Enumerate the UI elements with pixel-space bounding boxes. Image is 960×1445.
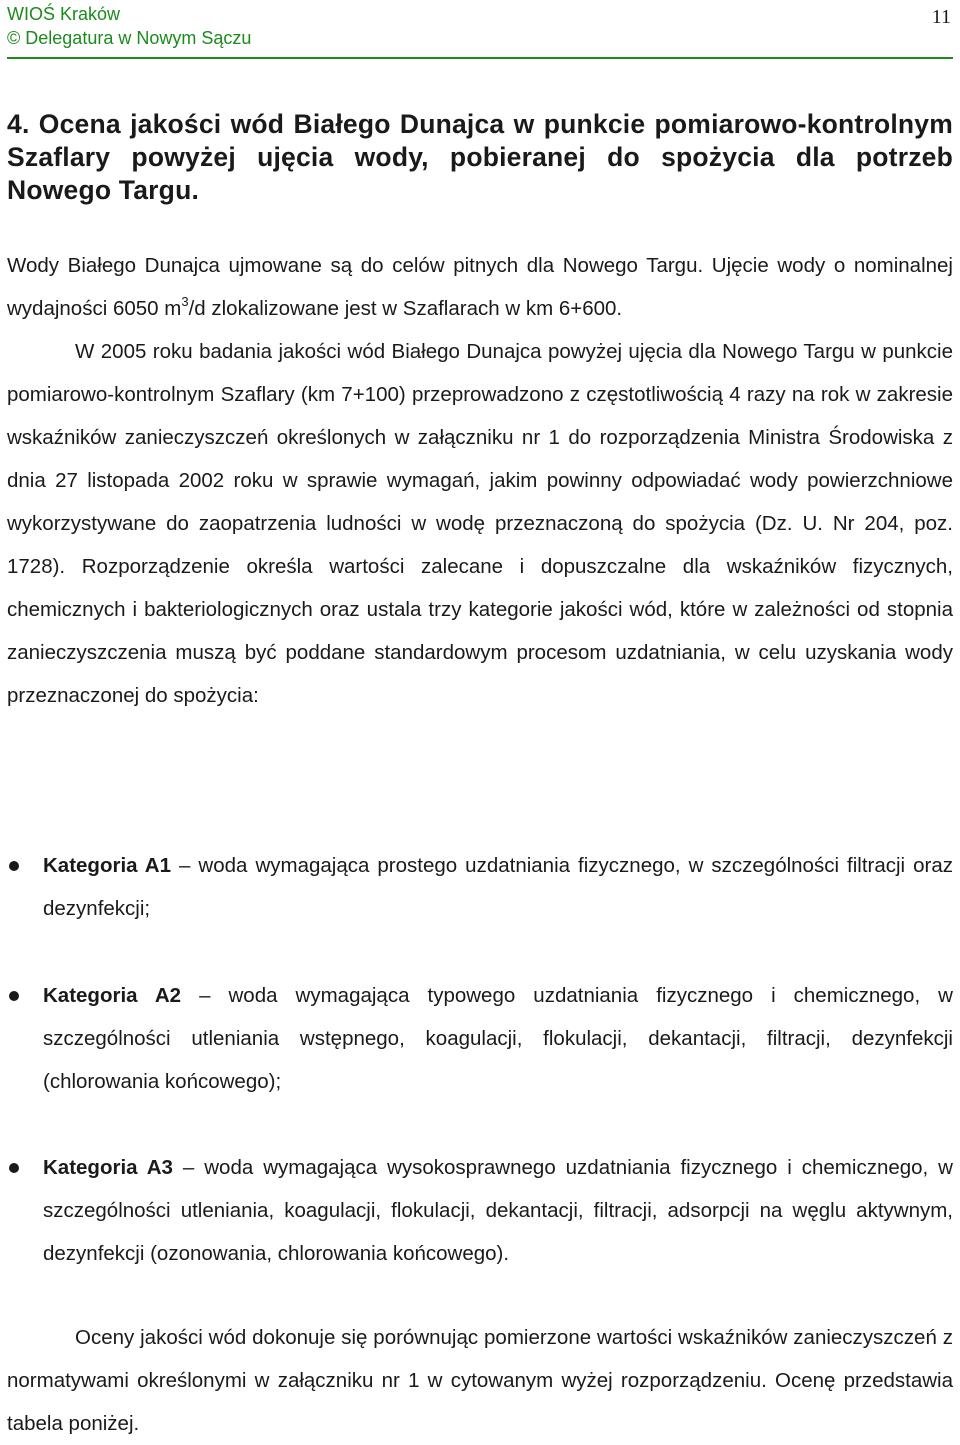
- category-term: Kategoria A3: [43, 1156, 173, 1179]
- header-org-branch: [7, 26, 953, 50]
- category-description: – woda wymagająca prostego uzdatniania fizycznego, w szczególności filtracji oraz dezynfekcji;: [43, 854, 953, 920]
- paragraph-intake-text: Wody Białego Dunajca ujmowane są do celów pitnych dla Nowego Targu. Ujęcie wody o nominalnej wydajności 6050 m: [7, 254, 953, 320]
- page-number: 11: [931, 6, 951, 28]
- category-term: Kategoria A1: [43, 854, 172, 877]
- superscript-cubed: 3: [181, 294, 189, 309]
- paragraph-intake-text-end: /d zlokalizowane jest w Szaflarach w km 6+600.: [188, 297, 623, 320]
- page-header: [7, 2, 953, 58]
- header-branch-label: Delegatura w Nowym Sączu: [25, 28, 252, 48]
- list-item: [7, 844, 953, 930]
- bullet-icon: [9, 991, 19, 1001]
- copyright-icon: ©: [7, 28, 21, 48]
- paragraph-research: [7, 330, 953, 717]
- bullet-icon: [9, 1163, 19, 1173]
- header-divider: [7, 57, 953, 59]
- list-item: [7, 974, 953, 1103]
- header-org-name: WIOŚ Kraków: [7, 4, 121, 24]
- paragraph-assessment: [7, 1316, 953, 1445]
- paragraph-assessment-text: Oceny jakości wód dokonuje się porównując pomierzone wartości wskaźników zanieczyszczeń z normatywami określonymi w załączniku nr 1 w cytowanym wyżej rozporządzeniu. Ocenę przedstawia tabela poniżej.: [7, 1326, 953, 1435]
- category-description: – woda wymagająca wysokosprawnego uzdatniania fizycznego i chemicznego, w szczególności utleniania, koagulacji, flokulacji, dekantacji, filtracji, adsorpcji na węglu aktywnym, dezynfekcji (ozonowania, chlorowania końcowego).: [43, 1156, 953, 1265]
- category-description: – woda wymagająca typowego uzdatniania fizycznego i chemicznego, w szczególności utleniania wstępnego, koagulacji, flokulacji, dekantacji, filtracji, dezynfekcji (chlorowania końcowego);: [43, 984, 953, 1093]
- section-heading: 4. Ocena jakości wód Białego Dunajca w punkcie pomiarowo-kontrolnym Szaflary powyżej ujęcia wody, pobieranej do spożycia dla potrzeb Nowego Targu.: [7, 109, 953, 205]
- bullet-icon: [9, 861, 19, 871]
- list-item: [7, 1146, 953, 1275]
- paragraph-research-text: W 2005 roku badania jakości wód Białego Dunajca powyżej ujęcia dla Nowego Targu w punkcie pomiarowo-kontrolnym Szaflary (km 7+100) przeprowadzono z częstotliwością 4 razy na rok w zakresie wskaźników zanieczyszczeń określonych w załączniku nr 1 do rozporządzenia Ministra Środowiska z dnia 27 listopada 2002 roku w sprawie wymagań, jakim powinny odpowiadać wody powierzchniowe wykorzystywane do zaopatrzenia ludności w wodę przeznaczoną do spożycia (Dz. U. Nr 204, poz. 1728). Rozporządzenie określa wartości zalecane i dopuszczalne dla wskaźników fizycznych, chemicznych i bakteriologicznych oraz ustala trzy kategorie jakości wód, które w zależności od stopnia zanieczyszczenia muszą być poddane standardowym procesom uzdatniania, w celu uzyskania wody przeznaczonej do spożycia:: [7, 340, 953, 707]
- category-term: Kategoria A2: [43, 984, 182, 1007]
- paragraph-intake: [7, 244, 953, 330]
